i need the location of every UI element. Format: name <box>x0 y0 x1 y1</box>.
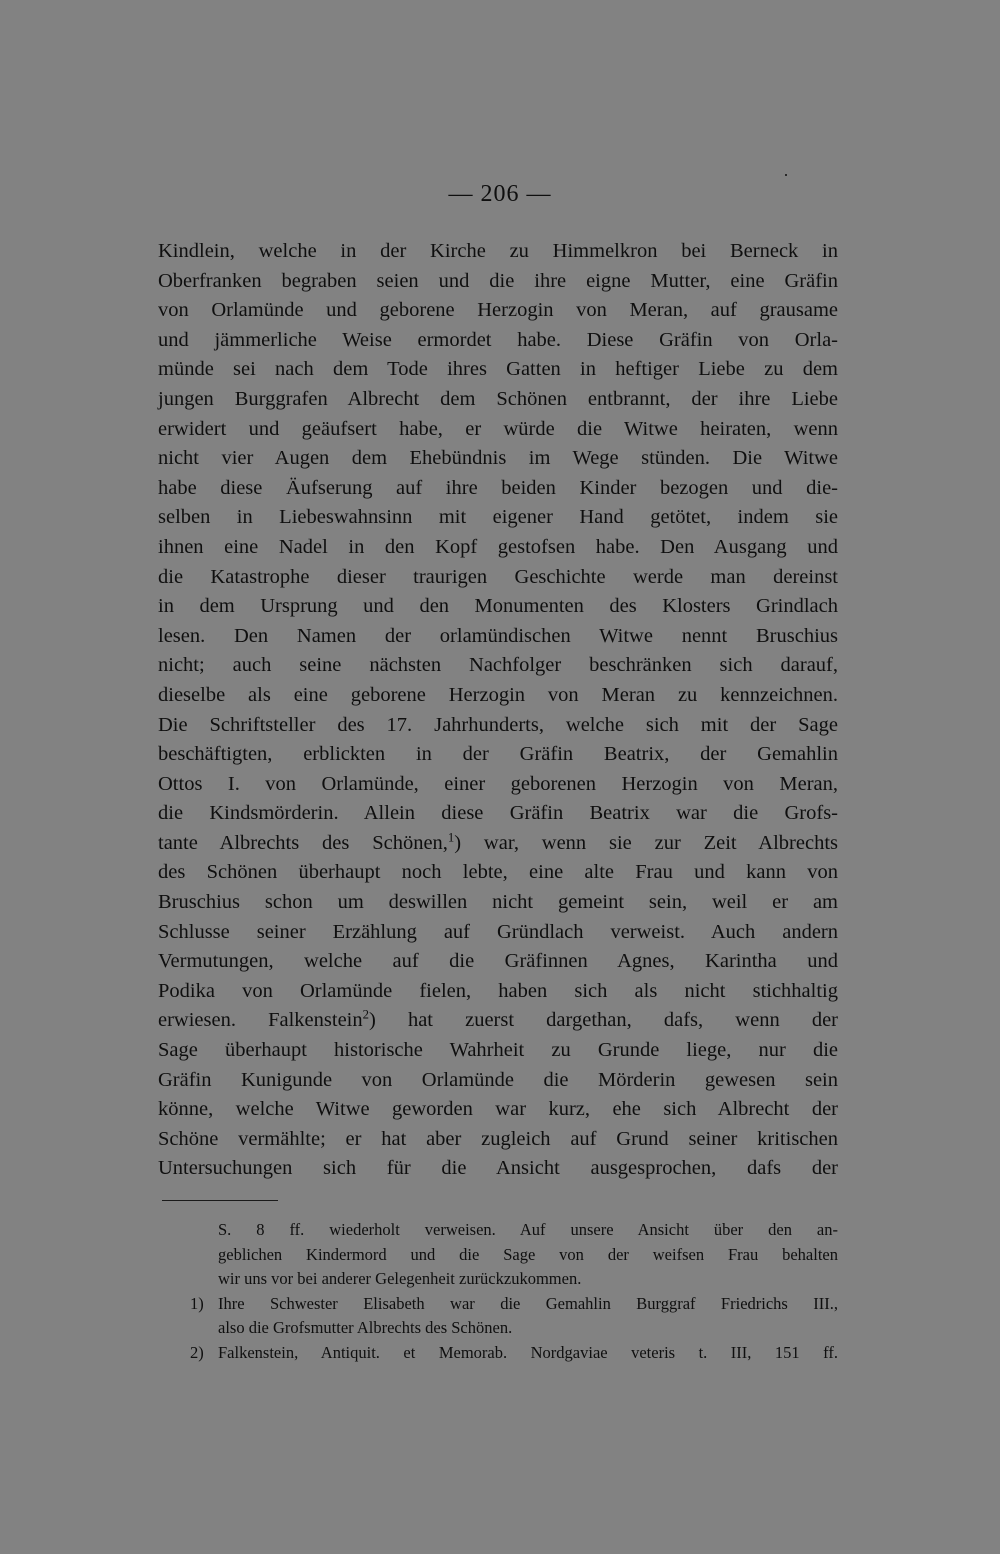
text-line: Kindlein, welche in der Kirche zu Himmelkron bei Berneck in <box>158 240 838 262</box>
text-fragment: tante Albrechts des Schönen, <box>158 831 448 854</box>
text-line: dieselbe als eine geborene Herzogin von Meran zu kennzeichnen. <box>158 683 838 706</box>
text-line: Vermutungen, welche auf die Gräfinnen Agnes, Karintha und <box>158 950 838 973</box>
footnote-divider <box>162 1200 278 1201</box>
text-fragment: ) hat zuerst dargethan, dafs, wenn der <box>368 1009 838 1032</box>
text-fragment: erwiesen. Falkenstein <box>158 1009 363 1032</box>
text-line: von Orlamünde und geborene Herzogin von Meran, auf grausame <box>158 299 838 322</box>
text-line: nicht; auch seine nächsten Nachfolger beschränken sich darauf, <box>158 654 838 677</box>
footnote-line <box>190 1218 838 1243</box>
text-line: Podika von Orlamünde fielen, haben sich als nicht stichhaltig <box>158 979 838 1002</box>
footnote-marker: 1) <box>190 1293 204 1313</box>
text-line: Schöne vermählte; er hat aber zugleich auf Grund seiner kritischen <box>158 1127 838 1150</box>
text-line: beschäftigten, erblickten in der Gräfin Beatrix, der Gemahlin <box>158 743 838 766</box>
footnote-text: geblichen Kindermord und die Sage von der weifsen Frau behalten <box>218 1244 838 1264</box>
text-line: Schlusse seiner Erzählung auf Gründlach verweist. Auch andern <box>158 920 838 943</box>
text-line: Gräfin Kunigunde von Orlamünde die Mörderin gewesen sein <box>158 1068 838 1091</box>
body-text <box>158 237 838 1184</box>
text-line: könne, welche Witwe geworden war kurz, ehe sich Albrecht der <box>158 1098 838 1121</box>
text-line: in dem Ursprung und den Monumenten des Klosters Grindlach <box>158 595 838 618</box>
footnote-text: Ihre Schwester Elisabeth war die Gemahlin Burggraf Friedrichs III., <box>218 1293 838 1313</box>
text-line: Bruschius schon um deswillen nicht gemeint sein, weil er am <box>158 891 838 914</box>
footnote-line <box>190 1267 838 1292</box>
footnote-line <box>190 1243 838 1268</box>
text-line <box>158 829 838 859</box>
footnote-text: Falkenstein, Antiquit. et Memorab. Nordgaviae veteris t. III, 151 ff. <box>218 1342 838 1362</box>
footnotes <box>190 1218 838 1366</box>
text-line: Sage überhaupt historische Wahrheit zu Grunde liege, nur die <box>158 1039 838 1062</box>
footnote-line <box>190 1292 838 1317</box>
text-line: lesen. Den Namen der orlamündischen Witwe nennt Bruschius <box>158 624 838 647</box>
text-line: die Kindsmörderin. Allein diese Gräfin Beatrix war die Grofs- <box>158 802 838 825</box>
print-speck <box>785 174 787 176</box>
page-number: — 206 — <box>448 181 552 207</box>
text-line: münde sei nach dem Tode ihres Gatten in heftiger Liebe zu dem <box>158 358 838 381</box>
text-line: nicht vier Augen dem Ehebündnis im Wege stünden. Die Witwe <box>158 447 838 470</box>
text-line: selben in Liebeswahnsinn mit eigener Hand getötet, indem sie <box>158 506 838 529</box>
text-line: habe diese Äufserung auf ihre beiden Kinder bezogen und die- <box>158 476 838 499</box>
footnote-line <box>190 1316 838 1341</box>
text-line: ihnen eine Nadel in den Kopf gestofsen habe. Den Ausgang und <box>158 535 838 558</box>
footnote-text: also die Grofsmutter Albrechts des Schönen. <box>218 1318 513 1338</box>
text-line: des Schönen überhaupt noch lebte, eine alte Frau und kann von <box>158 861 838 884</box>
text-line: die Katastrophe dieser traurigen Geschichte werde man dereinst <box>158 565 838 588</box>
text-line: Ottos I. von Orlamünde, einer geborenen Herzogin von Meran, <box>158 772 838 795</box>
footnote-reference: 1 <box>447 830 455 845</box>
text-line: jungen Burggrafen Albrecht dem Schönen entbrannt, der ihre Liebe <box>158 387 838 410</box>
text-line: erwidert und geäufsert habe, er würde die Witwe heiraten, wenn <box>158 417 838 440</box>
footnote-marker: 2) <box>190 1342 204 1362</box>
text-line <box>158 1006 838 1036</box>
text-line: Die Schriftsteller des 17. Jahrhunderts, welche sich mit der Sage <box>158 713 838 736</box>
text-line: und jämmerliche Weise ermordet habe. Diese Gräfin von Orla- <box>158 328 838 351</box>
text-line: Oberfranken begraben seien und die ihre eigne Mutter, eine Gräfin <box>158 269 838 292</box>
footnote-text: S. 8 ff. wiederholt verweisen. Auf unsere Ansicht über den an- <box>218 1220 838 1239</box>
footnote-text: wir uns vor bei anderer Gelegenheit zurückzukommen. <box>218 1269 582 1289</box>
text-fragment: ) war, wenn sie zur Zeit Albrechts <box>454 831 838 854</box>
footnote-line <box>190 1341 838 1366</box>
footnote-reference: 2 <box>362 1007 369 1022</box>
text-line: Untersuchungen sich für die Ansicht ausgesprochen, dafs der <box>158 1157 838 1180</box>
